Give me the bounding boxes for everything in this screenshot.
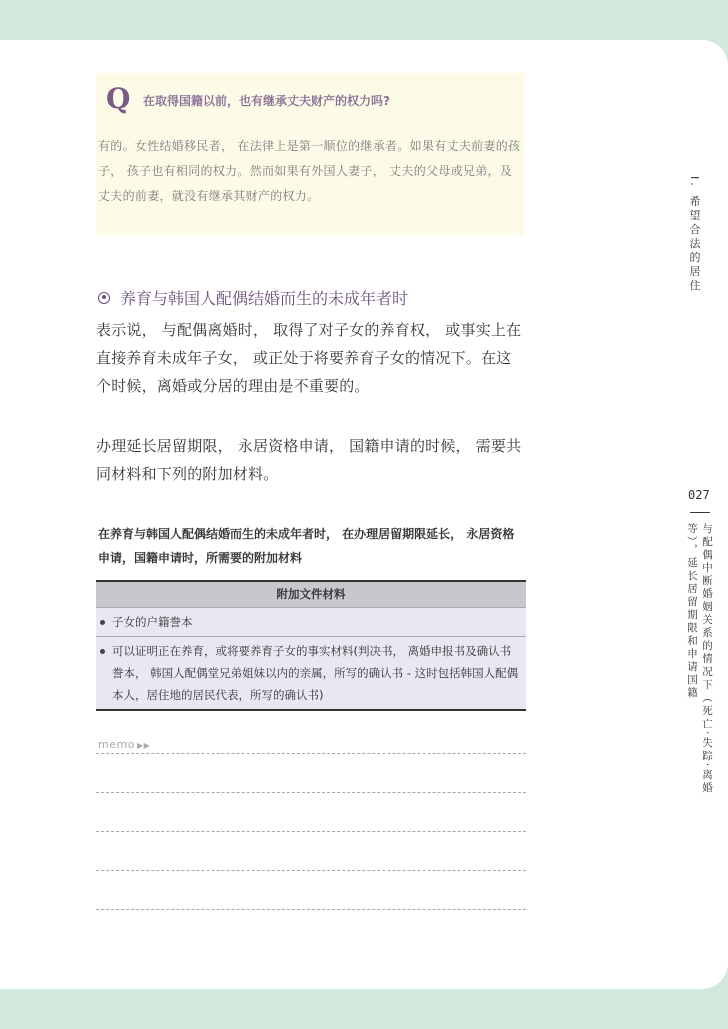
memo-line [96,753,526,754]
bullet-dot-icon [100,649,105,654]
table-row-text: 可以证明正在养育，或将要养育子女的事实材料(判决书， 离婚申报书及确认书誊本， 韩国人配偶堂兄弟姐妹以内的亲属，所写的确认书 - 这时包括韩国人配偶本人，居住地的居民代表，所写的确认书) [112,644,519,702]
table-title: 在养育与韩国人配偶结婚而生的未成年者时， 在办理居留期限延长， 永居资格申请，国籍申请时，所需要的附加材料 [98,527,515,565]
documents-table [96,580,526,711]
table-header: 附加文件材料 [96,582,526,608]
target-bullet-icon [98,292,110,304]
question-letter: Q [106,82,131,115]
memo-label [98,738,150,751]
page-number: 027 [688,488,710,502]
memo-line [96,792,526,793]
memo-line [96,831,526,832]
memo-line [96,870,526,871]
answer-text: 有的。女性结婚移民者， 在法律上是第一顺位的继承者。如果有丈夫前妻的孩子， 孩子也有相同的权力。然而如果有外国人妻子， 丈夫的父母或兄弟，及丈夫的前妻，就没有继承其财产的权力。 [98,139,521,203]
memo-line [96,909,526,910]
table-row-text: 子女的户籍誊本 [112,615,193,629]
section-heading-text: 养育与韩国人配偶结婚而生的未成年者时 [120,289,409,308]
double-arrow-icon: ▶▶ [136,741,151,750]
memo-text: memo [98,738,135,751]
body-paragraph-2: 办理延长居留期限， 永居资格申请， 国籍申请的时候， 需要共同材料和下列的附加材料。 [96,437,522,483]
table-row [96,608,526,636]
section-label: 与配偶中断婚姻关系的情况下（死亡·失踪·离婚等），延长居留期限和申请国籍 [686,523,713,795]
body-paragraph-1: 表示说， 与配偶离婚时， 取得了对子女的养育权， 或事实上在直接养育未成年子女， 或正处于将要养育子女的情况下。在这个时候，离婚或分居的理由是不重要的。 [96,321,522,395]
question-text: 在取得国籍以前，也有继承丈夫财产的权力吗? [143,94,390,108]
section-heading [98,286,408,309]
bullet-dot-icon [100,620,105,625]
chapter-label: I. 希望合法的居住 [688,176,701,294]
table-row [96,636,526,709]
page-number-rule [690,512,710,513]
